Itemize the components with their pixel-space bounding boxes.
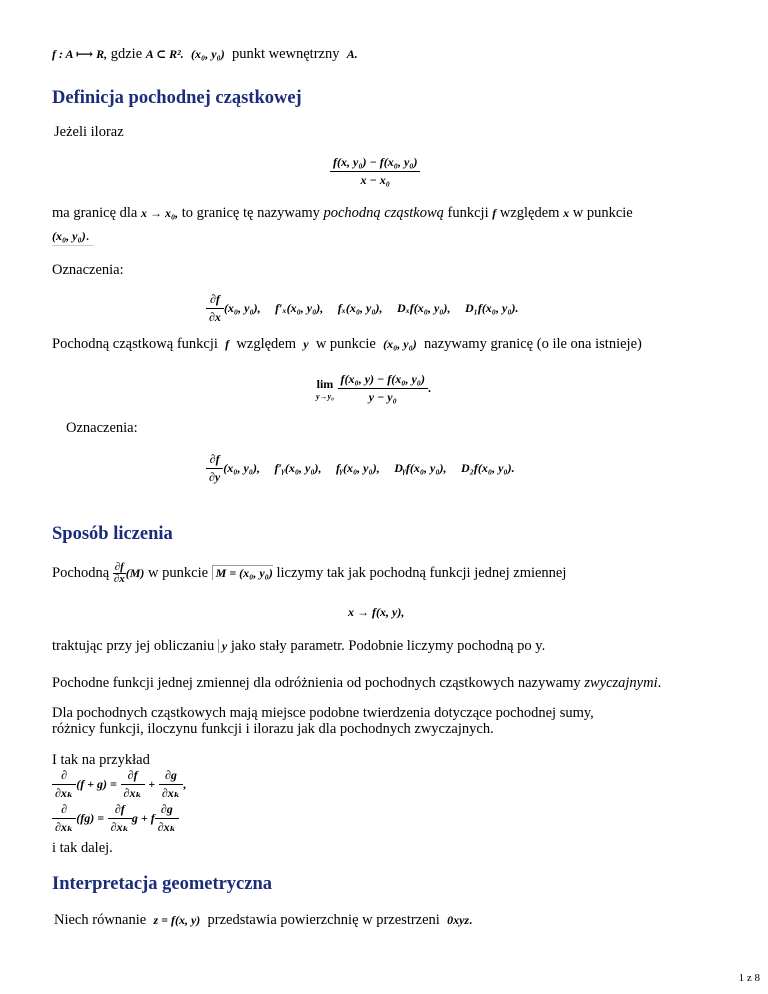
section-title-geometry: Interpretacja geometryczna (52, 874, 273, 894)
def-paragraph-1: Jeżeli iloraz (54, 124, 124, 140)
intro-math-a: A ⊂ R². (145, 47, 184, 61)
method-paragraph-3 (52, 675, 661, 692)
method-paragraph-1 (52, 562, 566, 585)
method-p1-text-a: Pochodną (52, 564, 110, 581)
def-p2-text-a: ma granicę dla (52, 205, 138, 221)
def-paragraph-2 (52, 205, 633, 222)
def-p2-text-c: funkcji (447, 205, 489, 221)
ex2-g-num: ∂g (155, 802, 179, 819)
ny-term-3: fᵧ(x₀, y₀), (336, 460, 380, 475)
ex1-f-num: ∂f (121, 768, 145, 785)
ex1-d-den: ∂xₖ (55, 786, 74, 800)
nx-d-num: ∂f (206, 292, 224, 309)
def-p2-math-x: x (563, 206, 570, 220)
method-p3-dot: . (657, 675, 662, 691)
method-paragraph-6: i tak dalej. (52, 840, 113, 856)
def-p2-math-limit: x → x₀, (140, 206, 179, 220)
ex2-d-num: ∂ (52, 802, 76, 819)
def-p2-text-e: w punkcie (572, 205, 633, 221)
ex2-mid: (fg) = (76, 810, 105, 825)
ex2-d-den: ∂xₖ (55, 820, 74, 834)
def-p3-math-y: y (303, 337, 309, 351)
method-p3-text: Pochodne funkcji jednej zmiennej dla odróżnienia od pochodnych cząstkowych nazywamy (52, 675, 581, 691)
ex1-comma: , (183, 776, 187, 791)
lim-denominator: y − y₀ (368, 390, 397, 404)
section-title-method: Sposób liczenia (52, 524, 173, 544)
notation-label-2: Oznaczenia: (66, 420, 138, 436)
method-paragraph-4-line-1: Dla pochodnych cząstkowych mają miejsce podobne twierdzenia dotyczące pochodnej sumy, (52, 705, 594, 721)
ny-term-4: Dᵧf(x₀, y₀), (394, 460, 447, 475)
notation-y-line (206, 452, 515, 485)
def-p3-text-c: w punkcie (315, 336, 376, 352)
method-p1-text-c: liczymy tak jak pochodną funkcji jednej zmiennej (276, 564, 567, 581)
def-p2-math-point: (x₀, y₀) (52, 229, 86, 243)
method-map-math: x → f(x, y), (348, 605, 405, 619)
method-p3-emphasis: zwyczajnymi (584, 675, 658, 691)
ex1-plus: + (148, 776, 156, 791)
def-p3-text-d: nazywamy granicę (o ile ona istnieje) (424, 336, 642, 352)
method-p1-math-point: M = (x₀, y₀) (212, 565, 273, 580)
quotient-numerator: f(x, y₀) − f(x₀, y₀) (330, 155, 420, 172)
intro-math-point: (x₀, y₀) (191, 47, 225, 61)
ex1-g-den: ∂xₖ (161, 786, 181, 800)
example-sum-rule (52, 768, 186, 801)
def-p2-text-d: względem (499, 205, 560, 221)
section-title-definition: Definicja pochodnej cząstkowej (52, 88, 302, 108)
ex1-mid: (f + g) = (76, 776, 117, 791)
example-product-rule (52, 802, 179, 835)
nx-term-5: D₁f(x₀, y₀). (464, 300, 519, 315)
ny-term-5: D₂f(x₀, y₀). (461, 460, 515, 475)
ex2-f-den: ∂xₖ (110, 820, 129, 834)
method-paragraph-5: I tak na przykład (52, 752, 150, 768)
method-p1-math-m: (M) (125, 565, 145, 580)
def-p2-math-f: f (492, 206, 497, 220)
ex1-d-num: ∂ (52, 768, 76, 785)
method-p1-d-den: ∂x (113, 573, 125, 585)
nx-term-4: Dₓf(x₀, y₀), (397, 300, 451, 315)
intro-math-a2: A. (346, 47, 358, 61)
ex2-g-den: ∂xₖ (157, 820, 176, 834)
def-paragraph-3 (52, 336, 642, 353)
def-p3-text-b: względem (236, 336, 296, 352)
ny-d-den: ∂y (209, 470, 221, 484)
def-p2-point-line (52, 228, 94, 246)
intro-math-f: f : A ⟼ R, (52, 47, 108, 61)
intro-gdzie: gdzie (110, 46, 143, 62)
ex1-f-den: ∂xₖ (123, 786, 142, 800)
ny-d-num: ∂f (206, 452, 223, 469)
lim-numerator: f(x₀, y) − f(x₀, y₀) (338, 372, 428, 389)
geo-p1-math-z: z = f(x, y) (153, 913, 201, 927)
method-map (348, 604, 404, 621)
ny-term-1: (x₀, y₀), (223, 460, 260, 475)
def-p2-text-b: to granicę tę nazywamy (181, 205, 320, 221)
intro-line (52, 46, 358, 63)
method-p2-math-y: y (218, 639, 227, 653)
limit-expression-y (316, 372, 431, 405)
geo-p1-text-b: przedstawia powierzchnię w przestrzeni (207, 912, 440, 928)
def-p3-math-f: f (225, 337, 230, 351)
page-number: 1 z 8 (738, 972, 760, 984)
def-difference-quotient (330, 155, 420, 188)
method-p1-d-num: ∂f (114, 561, 124, 573)
lim-sub: y→y₀ (316, 391, 334, 401)
geo-paragraph-1 (54, 912, 472, 929)
method-p2-text-b: jako stały parametr. Podobnie liczymy pochodną po y. (230, 638, 546, 654)
method-p2-text-a: traktując przy jej obliczaniu (52, 638, 215, 654)
notation-x-line (206, 292, 519, 325)
def-p2-dot: . (85, 228, 90, 244)
method-p1-text-b: w punkcie (148, 564, 209, 581)
nx-term-1: (x₀, y₀), (223, 300, 261, 315)
nx-term-3: fₓ(x₀, y₀), (337, 300, 383, 315)
ex2-f-num: ∂f (108, 802, 132, 819)
lim-word: lim (316, 376, 334, 391)
nx-d-den: ∂x (209, 310, 221, 324)
ex2-g-plus-f: g + f (131, 810, 155, 825)
geo-p1-text-a: Niech równanie (54, 912, 147, 928)
nx-term-2: f′ₓ(x₀, y₀), (275, 300, 324, 315)
def-p3-math-point: (x₀, y₀) (383, 337, 417, 351)
method-paragraph-4-line-2: różnicy funkcji, iloczynu funkcji i ilorazu jak dla pochodnych zwyczajnych. (52, 721, 494, 737)
intro-text: punkt wewnętrzny (231, 46, 340, 62)
lim-dot: . (427, 380, 431, 395)
ny-term-2: f′ᵧ(x₀, y₀), (274, 460, 322, 475)
notation-label-1: Oznaczenia: (52, 262, 124, 278)
def-p3-text-a: Pochodną cząstkową funkcji (52, 336, 218, 352)
quotient-denominator: x − x₀ (360, 173, 390, 187)
ex1-g-num: ∂g (159, 768, 183, 785)
geo-p1-dot: . (469, 913, 473, 927)
geo-p1-math-space: 0xyz (447, 913, 470, 927)
def-p2-emphasis: pochodną cząstkową (323, 205, 444, 221)
method-paragraph-2 (52, 638, 545, 655)
